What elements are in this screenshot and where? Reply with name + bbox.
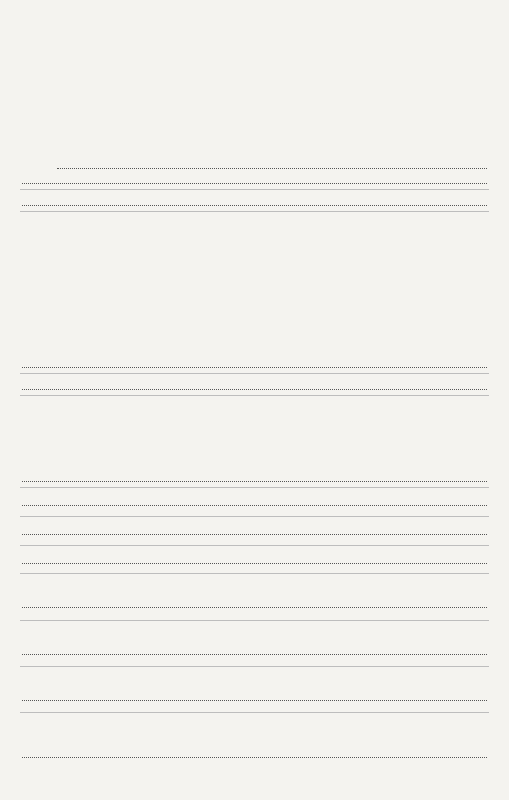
toc-control-19 bbox=[20, 357, 489, 371]
divider bbox=[20, 487, 489, 488]
leader-dots bbox=[22, 654, 487, 655]
appendix-1-line2 bbox=[20, 596, 489, 611]
divider bbox=[20, 211, 489, 212]
toc-chapter-19 bbox=[20, 193, 489, 209]
leader-dots bbox=[57, 168, 487, 169]
leader-dots bbox=[22, 481, 487, 482]
appendix-2-line2 bbox=[20, 643, 489, 658]
toc-bibliography bbox=[20, 522, 489, 538]
leader-dots bbox=[22, 205, 487, 206]
leader-dots bbox=[22, 563, 487, 564]
toc-appendices bbox=[20, 551, 489, 567]
divider bbox=[20, 395, 489, 396]
divider bbox=[20, 620, 489, 621]
leader-dots bbox=[22, 505, 487, 506]
toc-control-20 bbox=[20, 471, 489, 485]
toc-entry-18-10-line2 bbox=[55, 158, 489, 172]
leader-dots bbox=[22, 367, 487, 368]
divider bbox=[20, 573, 489, 574]
leader-dots bbox=[22, 757, 487, 758]
appendix-3-line2 bbox=[20, 689, 489, 704]
leader-dots bbox=[22, 607, 487, 608]
toc-control-18 bbox=[20, 173, 489, 187]
divider bbox=[20, 545, 489, 546]
divider bbox=[20, 373, 489, 374]
leader-dots bbox=[22, 700, 487, 701]
leader-dots bbox=[22, 183, 487, 184]
divider bbox=[20, 712, 489, 713]
leader-dots bbox=[22, 534, 487, 535]
toc-tests bbox=[20, 493, 489, 509]
leader-dots bbox=[22, 389, 487, 390]
divider bbox=[20, 666, 489, 667]
divider bbox=[20, 189, 489, 190]
divider bbox=[20, 516, 489, 517]
toc-chapter-20 bbox=[20, 377, 489, 393]
appendix-4-line3 bbox=[20, 746, 489, 761]
